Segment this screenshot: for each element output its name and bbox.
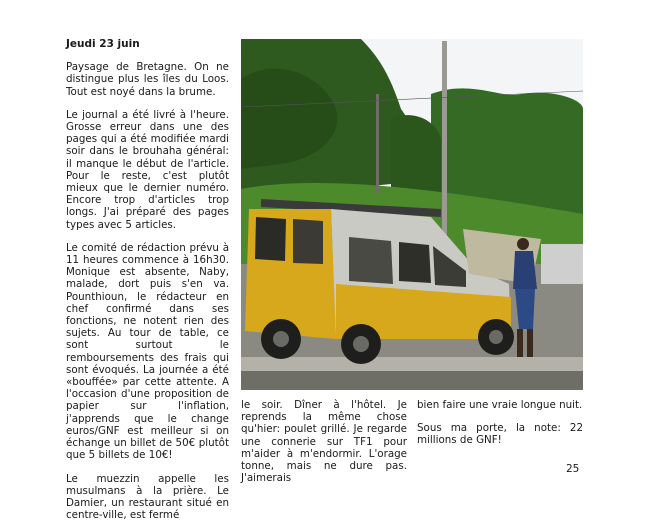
paragraph: Sous ma porte, la note: 22 millions de GNF! <box>417 422 583 447</box>
text-column-1 <box>66 38 229 532</box>
date-heading: Jeudi 23 juin <box>66 38 140 50</box>
paragraph: bien faire une vraie longue nuit. <box>417 399 583 411</box>
paragraph: Le journal a été livré à l'heure. Grosse erreur dans une des pages qui a été modifiée mardi soir dans le brouhaha général: il manque le début de l'article. Pour le reste, c'est plutôt mieux que le dernier numéro. Encore trop d'articles trop longs. J'ai préparé des pages types avec 5 articles. <box>66 108 229 231</box>
text-column-2 <box>241 399 407 495</box>
paragraph: Paysage de Bretagne. On ne distingue plus les îles du Loos. Tout est noyé dans la brume. <box>66 61 229 98</box>
paragraph: le soir. Dîner à l'hôtel. Je reprends la même chose qu'hier: poulet grillé. Je regarde une connerie sur TF1 pour m'aider à m'endormir. L'orage tonne, mais ne dure pas. J'aimerais <box>241 399 407 485</box>
paragraph: Le comité de rédaction prévu à 11 heures commence à 16h30. Monique est absente, Naby, malade, dort puis s'en va. Pounthioun, le rédacteur en chef confirmé dans ses fonctions, ne notent rien des sujets. Au tour de table, ce sont surtout le remboursements des frais qui sont évoqués. La journée a été «bouffée» par cette attente. A l'occasion d'une proposition de papier sur l'inflation, j'apprends que le change euros/GNF est meilleur si on échange un billet de 50€ plutôt que 5 billets de 10€! <box>66 241 229 462</box>
paragraph: Le muezzin appelle les musulmans à la prière. Le Damier, un restaurant situé en centre-ville, est fermé <box>66 472 229 522</box>
text-column-3 <box>417 399 583 458</box>
page-number: 25 <box>566 463 580 475</box>
photo-van <box>241 39 583 390</box>
